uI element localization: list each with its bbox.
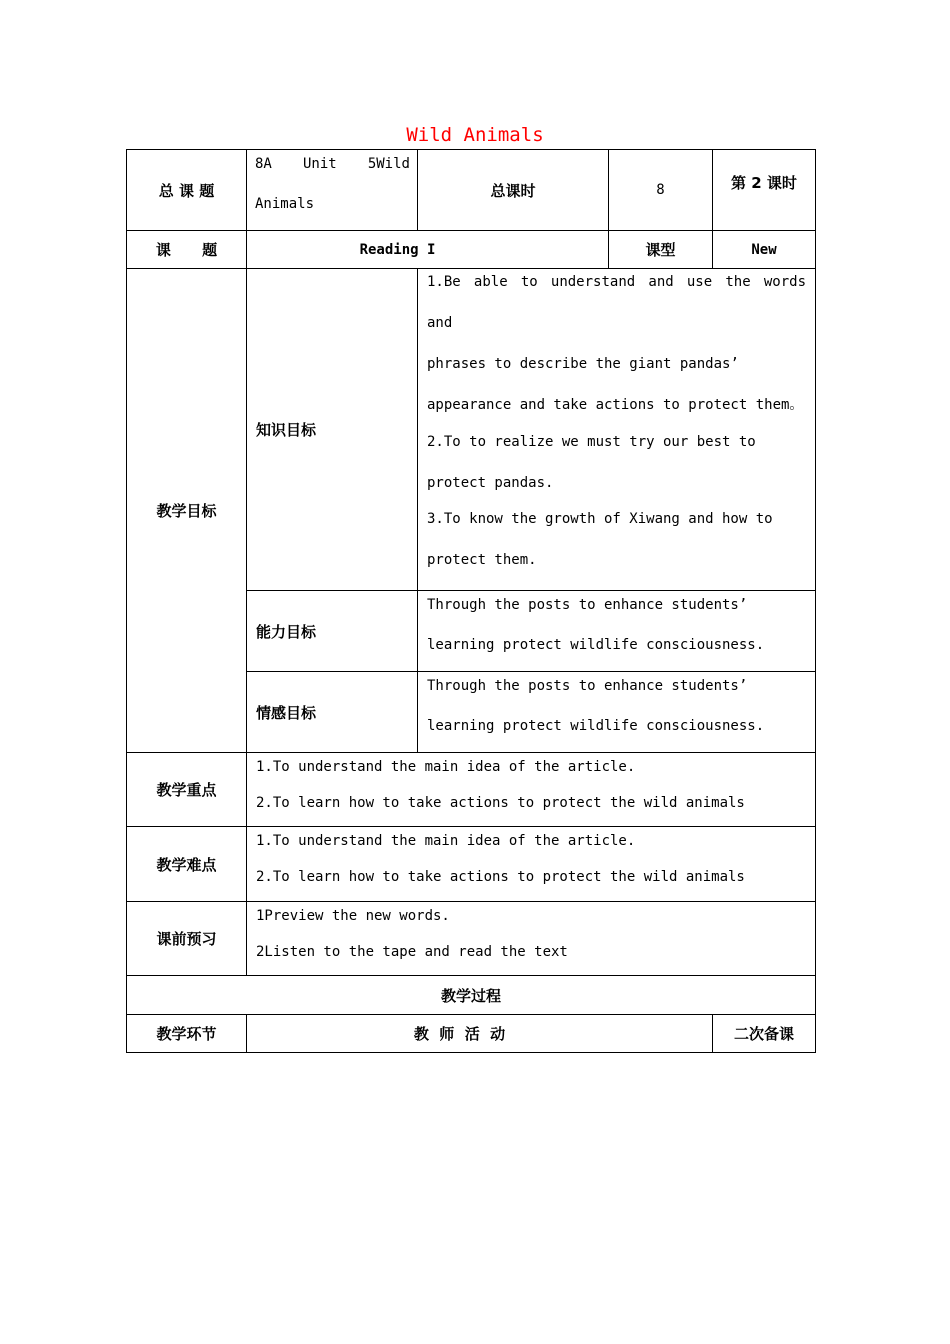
objectives-label: 教学目标 [127, 269, 247, 753]
emotion-line-2: learning protect wildlife consciousness. [427, 718, 765, 734]
knowledge-line-1: 1.Be able to understand and use the words and [427, 274, 806, 331]
knowledge-line-4: 2.To to realize we must try our best to [427, 434, 756, 450]
topic-row [127, 150, 816, 231]
ability-line-1: Through the posts to enhance students’ [427, 597, 748, 613]
key-point-line-2: 2.To learn how to take actions to protect the wild animals [256, 795, 745, 811]
key-points-label: 教学重点 [127, 753, 247, 827]
knowledge-line-2: phrases to describe the giant pandas’ [427, 356, 739, 372]
unit-part-number: 5Wild [367, 156, 410, 172]
difficulties-content [247, 827, 816, 902]
knowledge-row [127, 269, 816, 591]
difficulty-line-1: 1.To understand the main idea of the article. [256, 833, 636, 849]
ability-content [418, 591, 816, 672]
type-value: New [713, 231, 816, 269]
notes-label: 二次备课 [713, 1015, 816, 1053]
emotion-line-1: Through the posts to enhance students’ [427, 678, 748, 694]
hours-value: 8 [609, 150, 713, 231]
step-label: 教学环节 [127, 1015, 247, 1053]
key-points-row [127, 753, 816, 827]
topic-label: 总 课 题 [127, 150, 247, 231]
knowledge-line-7: protect them. [427, 552, 537, 568]
knowledge-line-5: protect pandas. [427, 475, 554, 491]
process-label: 教学过程 [127, 976, 816, 1015]
knowledge-line-3: appearance and take actions to protect them。 [427, 397, 804, 413]
difficulties-row [127, 827, 816, 902]
emotion-label: 情感目标 [247, 672, 418, 753]
preview-row [127, 902, 816, 976]
page-title: Wild Animals [406, 124, 544, 146]
unit-part-grade: 8A [255, 156, 272, 172]
preview-line-2: 2Listen to the tape and read the text [256, 944, 568, 960]
preview-line-1: 1Preview the new words. [256, 908, 450, 924]
unit-title-cell [247, 150, 418, 231]
hours-label: 总课时 [418, 150, 609, 231]
lesson-value: Reading I [247, 231, 609, 269]
unit-part-word: Unit [302, 156, 337, 172]
knowledge-line-6: 3.To know the growth of Xiwang and how to [427, 511, 773, 527]
type-label: 课型 [609, 231, 713, 269]
knowledge-label: 知识目标 [247, 269, 418, 591]
difficulties-label: 教学难点 [127, 827, 247, 902]
ability-label: 能力目标 [247, 591, 418, 672]
key-point-line-1: 1.To understand the main idea of the article. [256, 759, 636, 775]
ability-line-2: learning protect wildlife consciousness. [427, 637, 765, 653]
process-columns-row [127, 1015, 816, 1053]
unit-title-line2: Animals [255, 196, 315, 212]
activity-label: 教 师 活 动 [247, 1015, 713, 1053]
lesson-label: 课 题 [127, 231, 247, 269]
lesson-plan-table [126, 149, 816, 1053]
difficulty-line-2: 2.To learn how to take actions to protect the wild animals [256, 869, 745, 885]
preview-label: 课前预习 [127, 902, 247, 976]
key-points-content [247, 753, 816, 827]
process-row [127, 976, 816, 1015]
knowledge-content [418, 269, 816, 591]
emotion-content [418, 672, 816, 753]
preview-content [247, 902, 816, 976]
period-label: 第 2 课时 [713, 150, 816, 231]
